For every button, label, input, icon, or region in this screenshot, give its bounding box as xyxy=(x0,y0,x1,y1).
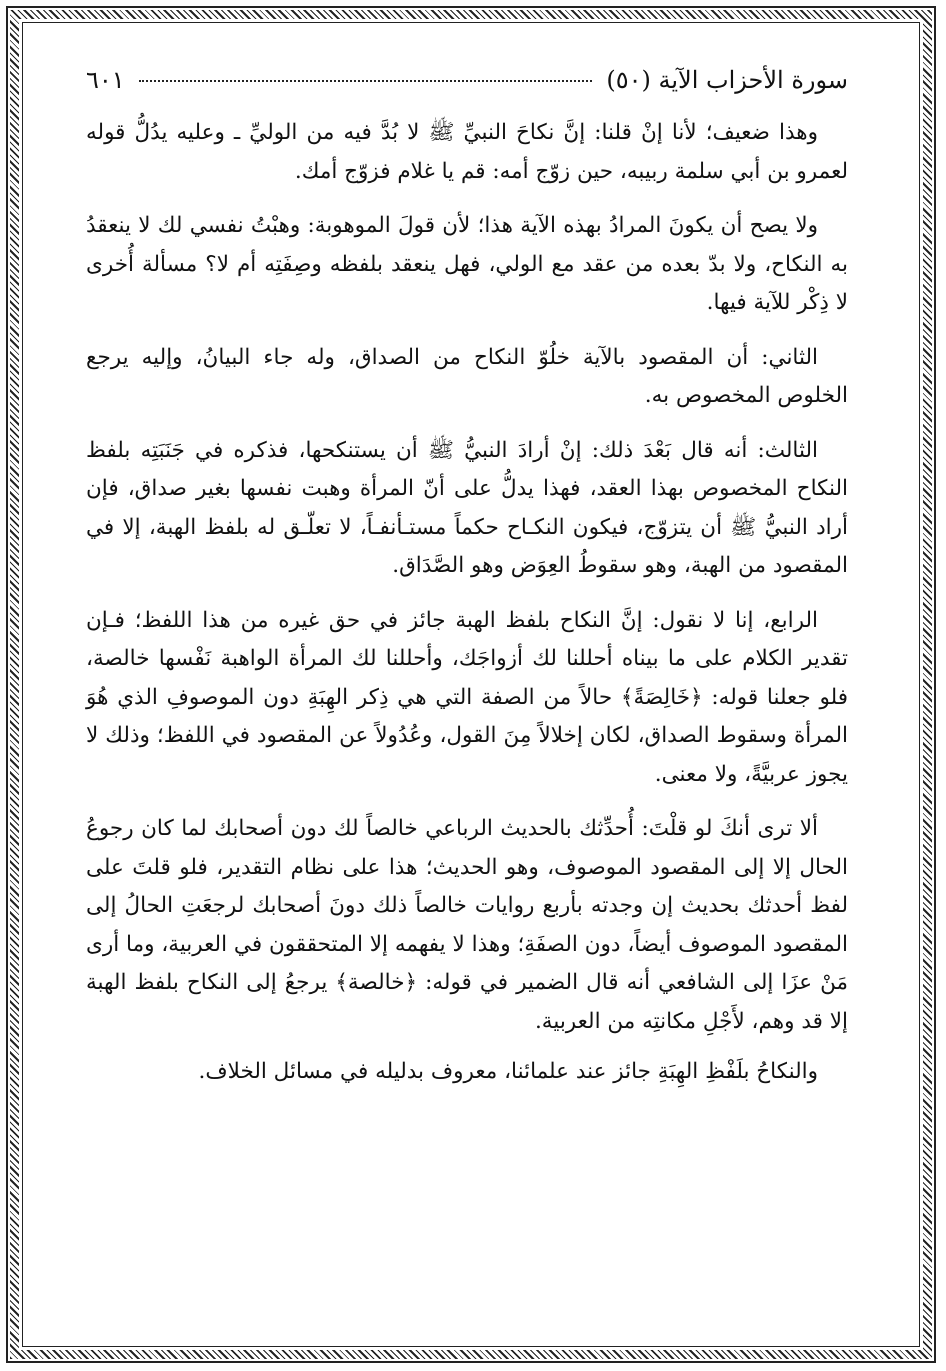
paragraph-1: وهذا ضعيف؛ لأنا إنْ قلنا: إنَّ نكاحَ النبيِّ ﷺ لا بُدَّ فيه من الوليِّ ـ وعليه يدُلُّ قوله لعمرو بن أبي سلمة ربيبه، حين زوّج أمه: قم يا غلام فزوّج أمك. xyxy=(86,120,848,184)
paragraph-2: ولا يصح أن يكونَ المرادُ بهذه الآية هذا؛ لأن قولَ الموهوبة: وهبْتُ نفسي لك لا ينعقدُ به النكاح، ولا بدّ بعده من عقد مع الولي، فهل ينعقد بلفظه وصِفَتِه أم لا؟ مسألة أُخرى لا ذِكْر للآية فيها. xyxy=(86,213,848,315)
paragraph-5: الرابع، إنا لا نقول: إنَّ النكاح بلفظ الهبة جائز في حق غيره من هذا اللفظ؛ فـإن تقدير الكلام على ما بيناه أحللنا لك أزواجَك، وأحللنا لك المرأة الواهبة نَفْسها خالصة، فلو جعلنا قوله: ﴿خَالِصَةً﴾ حالاً من الصفة التي هي ذِكر الهِبَةِ دون الموصوفِ الذي هُوَ المرأة وسقوط الصداق، لكان إخلالاً مِنَ القول، وعُدُولاً عن المقصود في اللفظ؛ وذلك لا يجوز عربيَّةً، ولا معنى. xyxy=(86,607,848,787)
header-leader-dots xyxy=(139,80,593,82)
paragraph-3: الثاني: أن المقصود بالآية خلُوّ النكاح من الصداق، وله جاء البيانُ، وإليه يرجع الخلوص المخصوص به. xyxy=(86,344,848,408)
paragraph-4: الثالث: أنه قال بَعْدَ ذلك: إنْ أرادَ النبيُّ ﷺ أن يستنكحها، فذكره في جَنَبَتِه بلفظ النكاح المخصوص بهذا العقد، فهذا يدلُّ على أنّ المرأة وهبت نفسها بغير صداق، فإن أراد النبيُّ ﷺ أن يتزوّج، فيكون النكـاح حكماً مستـأنفـاً، لا تعلّـق له بلفظ الهبة، إلا في المقصود من الهبة، وهو سقوطُ العِوَض وهو الصَّدَاق. xyxy=(86,437,848,578)
paragraph-7: والنكاحُ بلَفْظِ الهِبَةِ جائز عند علمائنا، معروف بدليله في مسائل الخلاف. xyxy=(198,1059,818,1084)
header-title: سورة الأحزاب الآية (٥٠) xyxy=(606,66,848,94)
running-header xyxy=(86,66,848,110)
page-number: ٦٠١ xyxy=(86,66,125,94)
paragraph-6: ألا ترى أنكَ لو قلْتَ: أُحدِّثك بالحديث الرباعي خالصاً لك دون أصحابك لما كان رجوعُ الحال إلا إلى المقصود الموصوف، وهو الحديث؛ هذا على نظام التقدير، فلو قلتَ على لفظ أحدثك بحديث إن وجدته بأربع روايات خالصاً ذلك دونَ أصحابك لرجعَتِ الحالُ إلى المقصود الموصوف أيضاً، دون الصفَةِ؛ وهذا لا يفهمه إلا المتحققون في العربية، وما أرى مَنْ عزَا إلى الشافعي أنه قال الضمير في قوله: ﴿خالصة﴾ يرجعُ إلى النكاح بلفظ الهبة إلا قد وهم، لأَجْلِ مكانتِه من العربية. xyxy=(86,816,848,1034)
page-content xyxy=(86,66,848,1092)
